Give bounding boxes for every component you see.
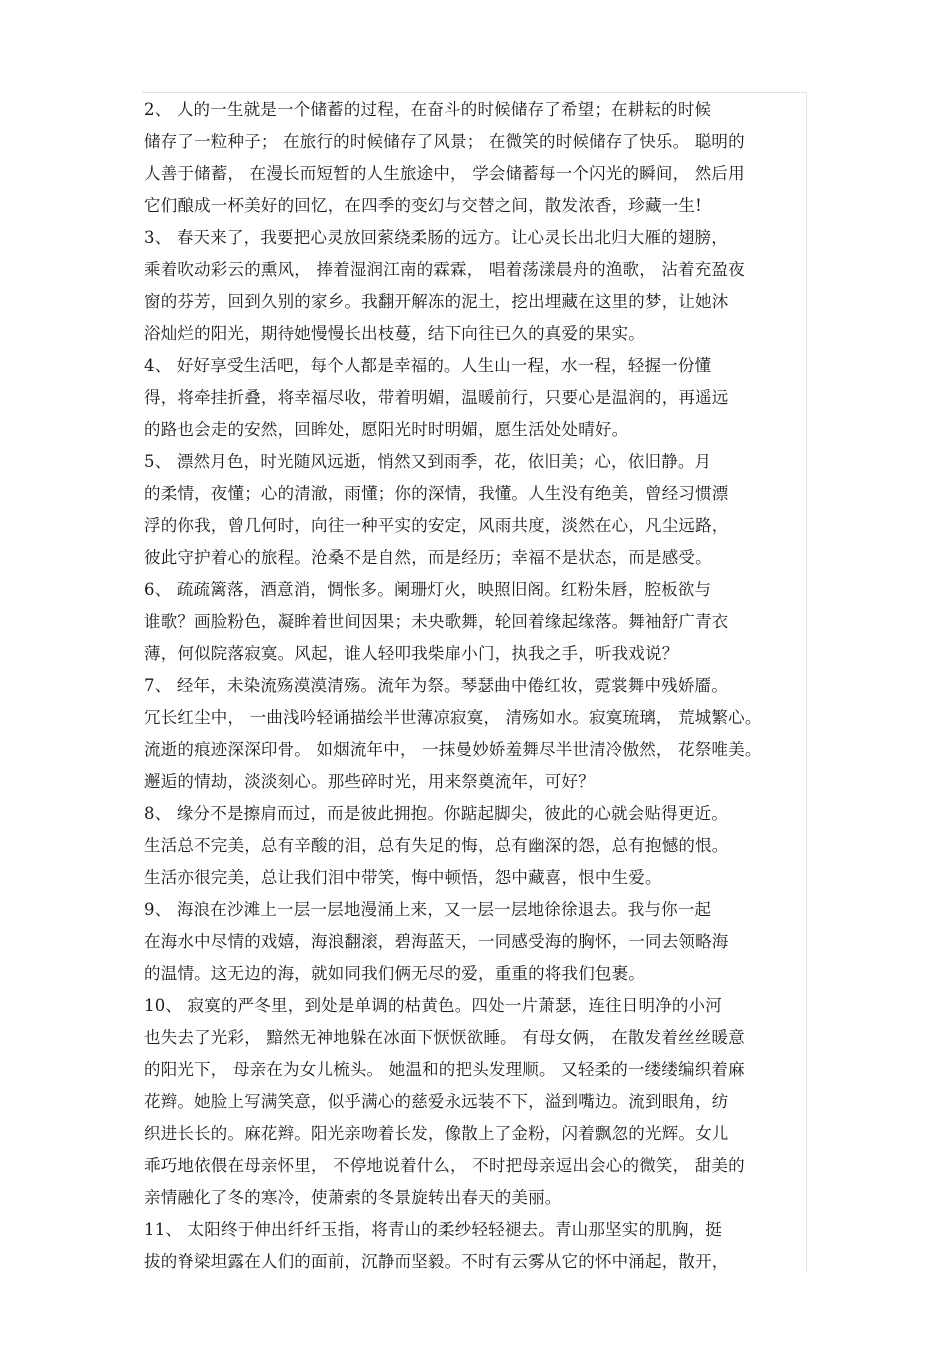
text-line: 3、 春天来了，我要把心灵放回萦绕柔肠的远方。让心灵长出北归大雁的翅膀， (144, 228, 728, 247)
text-line: 2、 人的一生就是一个储蓄的过程，在奋斗的时候储存了希望；在耕耘的时候 (144, 100, 712, 119)
text-line: 的路也会走的安然，回眸处，愿阳光时时明媚，愿生活处处晴好。 (144, 420, 629, 439)
text-line: 也失去了光彩， 黯然无神地躲在冰面下恹恹欲睡。 有母女俩， 在散发着丝丝暖意 (144, 1028, 745, 1047)
text-line: 窗的芬芳，回到久别的家乡。我翻开解冻的泥土，挖出埋藏在这里的梦，让她沐 (144, 292, 729, 311)
text-line: 邂逅的情劫，淡淡刻心。那些碎时光，用来祭奠流年，可好？ (144, 772, 595, 791)
text-line: 流逝的痕迹深深印骨。 如烟流年中， 一抹曼妙娇羞舞尽半世清冷傲然， 花祭唯美。 (144, 740, 762, 759)
text-line: 7、 经年，未染流殇漠漠清殇。流年为祭。琴瑟曲中倦红妆，霓裳舞中残娇靥。 (144, 676, 728, 695)
text-line: 9、 海浪在沙滩上一层一层地漫涌上来，又一层一层地徐徐退去。我与你一起 (144, 900, 712, 919)
text-line: 浮的你我，曾几何时，向往一种平实的安定，风雨共度，淡然在心，凡尘远路， (144, 516, 729, 535)
text-line: 冗长红尘中， 一曲浅吟轻诵描绘半世薄凉寂寞， 清殇如水。寂寞琉璃， 荒城繁心。 (144, 708, 762, 727)
text-line: 谁歌？画脸粉色，凝眸着世间因果；未央歌舞，轮回着缘起缘落。舞袖舒广青衣 (144, 612, 729, 631)
text-line: 它们酿成一杯美好的回忆，在四季的变幻与交替之间，散发浓香，珍藏一生! (144, 196, 702, 215)
document-body (144, 94, 808, 1278)
text-line: 的柔情，夜懂；心的清澈，雨懂；你的深情，我懂。人生没有绝美，曾经习惯漂 (144, 484, 729, 503)
text-line: 乖巧地依偎在母亲怀里， 不停地说着什么， 不时把母亲逗出会心的微笑， 甜美的 (144, 1156, 745, 1175)
text-line: 亲情融化了冬的寒冷，使萧索的冬景旋转出春天的美丽。 (144, 1188, 562, 1207)
text-line: 11、 太阳终于伸出纤纤玉指，将青山的柔纱轻轻褪去。青山那坚实的肌胸，挺 (144, 1220, 722, 1239)
text-line: 织进长长的。麻花辫。阳光亲吻着长发，像散上了金粉，闪着飘忽的光辉。女儿 (144, 1124, 729, 1143)
text-line: 4、 好好享受生活吧，每个人都是幸福的。人生山一程，水一程，轻握一份懂 (144, 356, 712, 375)
text-line: 6、 疏疏篱落，酒意消，惆怅多。阑珊灯火，映照旧阁。红粉朱唇，腔板欲与 (144, 580, 712, 599)
text-line: 储存了一粒种子； 在旅行的时候储存了风景； 在微笑的时候储存了快乐。 聪明的 (144, 132, 745, 151)
text-line: 拔的脊梁坦露在人们的面前，沉静而坚毅。不时有云雾从它的怀中涌起，散开， (144, 1252, 729, 1271)
text-line: 5、 漂然月色，时光随风远逝，悄然又到雨季，花，依旧美；心，依旧静。月 (144, 452, 712, 471)
text-line: 生活总不完美，总有辛酸的泪，总有失足的悔，总有幽深的怨，总有抱憾的恨。 (144, 836, 729, 855)
text-line: 乘着吹动彩云的熏风， 捧着湿润江南的霖霖， 唱着荡漾晨舟的渔歌， 沾着充盈夜 (144, 260, 745, 279)
text-line: 10、 寂寞的严冬里，到处是单调的枯黄色。四处一片萧瑟，连往日明净的小河 (144, 996, 722, 1015)
text-line: 薄，何似院落寂寞。风起，谁人轻叩我柴扉小门，执我之手，听我戏说？ (144, 644, 679, 663)
text-line: 的阳光下， 母亲在为女儿梳头。 她温和的把头发理顺。 又轻柔的一缕缕编织着麻 (144, 1060, 745, 1079)
text-line: 在海水中尽情的戏嬉，海浪翻滚，碧海蓝天，一同感受海的胸怀，一同去领略海 (144, 932, 729, 951)
text-line: 彼此守护着心的旅程。沧桑不是自然，而是经历；幸福不是状态，而是感受。 (144, 548, 712, 567)
text-line: 人善于储蓄， 在漫长而短暂的人生旅途中， 学会储蓄每一个闪光的瞬间， 然后用 (144, 164, 745, 183)
text-line: 的温情。这无边的海，就如同我们俩无尽的爱，重重的将我们包裹。 (144, 964, 645, 983)
text-line: 花辫。她脸上写满笑意，似乎满心的慈爱永远装不下，溢到嘴边。流到眼角，纺 (144, 1092, 729, 1111)
text-line: 生活亦很完美，总让我们泪中带笑，悔中顿悟，怨中藏喜，恨中生爱。 (144, 868, 662, 887)
text-line: 8、 缘分不是擦肩而过，而是彼此拥抱。你踮起脚尖，彼此的心就会贴得更近。 (144, 804, 728, 823)
text-line: 得，将牵挂折叠，将幸福尽收，带着明媚，温暖前行，只要心是温润的，再遥远 (144, 388, 729, 407)
text-line: 浴灿烂的阳光，期待她慢慢长出枝蔓，结下向往已久的真爱的果实。 (144, 324, 645, 343)
